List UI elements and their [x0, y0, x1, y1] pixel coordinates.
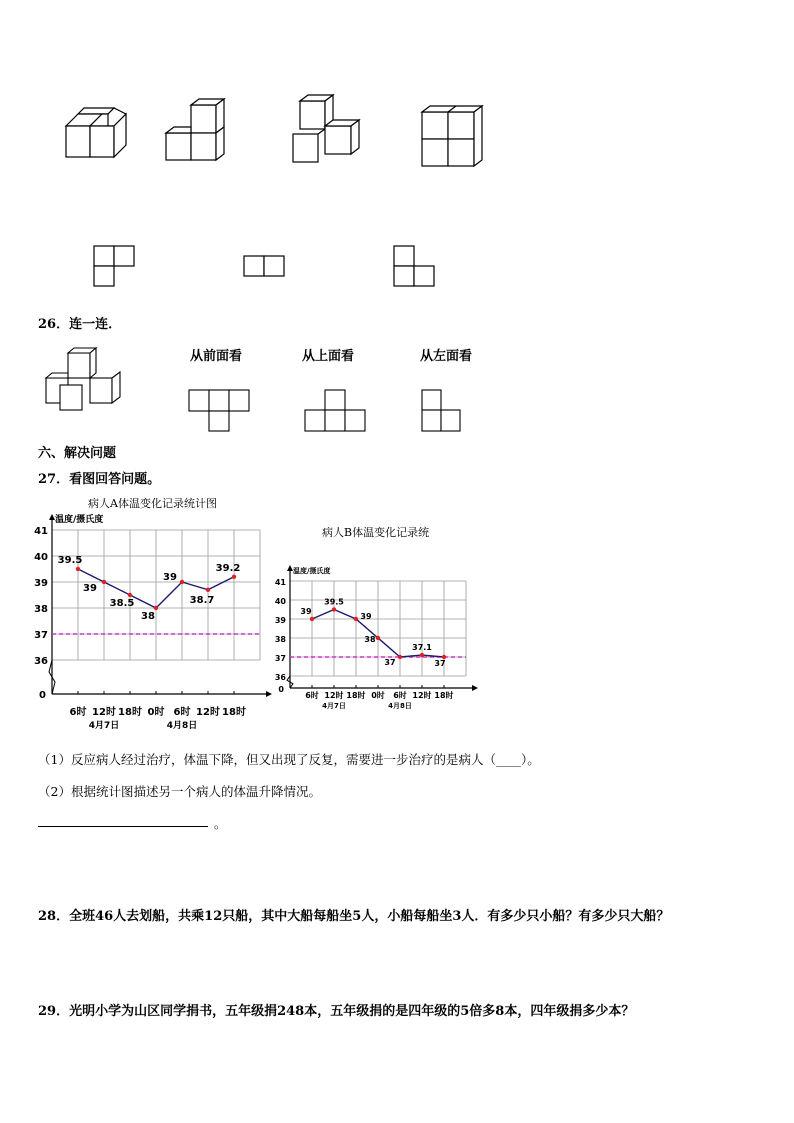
data-point: [354, 617, 358, 621]
x-tick-label: 18时: [222, 707, 246, 718]
date-label: 4月8日: [166, 721, 198, 731]
y-tick-label: 36: [274, 673, 286, 682]
data-point: [102, 580, 106, 584]
question-26-label: 26．连一连．: [38, 317, 122, 332]
question-29-label: 29．光明小学为山区同学捐书，五年级捐248本，五年级捐的是四年级的5倍多8本，四年级捐多少本？: [38, 1004, 635, 1019]
chart-a-title: 病人A体温变化记录统计图: [88, 497, 217, 510]
view-shape-3: [394, 246, 434, 286]
x-tick-label: 18时: [118, 707, 142, 718]
top-view-shape: [305, 390, 365, 431]
y-tick-label: 38: [274, 635, 286, 644]
view-shape-2: [244, 256, 284, 276]
data-label: 39.5: [324, 597, 344, 607]
y-axis-label: 温度/摄氏度: [293, 567, 331, 575]
data-point: [420, 653, 424, 657]
y-tick-label: 40: [274, 597, 286, 606]
x-tick-label: 12时: [196, 707, 220, 718]
data-label: 39.2: [215, 562, 241, 574]
view-label-left: 从左面看: [420, 349, 473, 364]
data-point: [332, 607, 336, 611]
chart-b-temperature: [270, 558, 495, 713]
x-tick-label: 0时: [147, 707, 165, 718]
chart-a-temperature: [30, 515, 270, 743]
question-27-sub-1: （1）反应病人经过治疗，体温下降，但又出现了反复，需要进一步治疗的是病人（____）。: [38, 752, 540, 767]
x-tick-label: 6时: [305, 691, 319, 700]
x-axis-arrow: [472, 685, 478, 691]
y-tick-label: 37: [34, 630, 48, 641]
data-point: [76, 567, 80, 571]
data-point: [206, 588, 210, 592]
left-view-shape: [422, 390, 460, 431]
data-point: [154, 606, 158, 610]
data-label: 37: [434, 659, 446, 668]
view-shape-1: [94, 246, 134, 286]
y-tick-label: 39: [274, 616, 286, 625]
y-axis-label: 温度/摄氏度: [55, 515, 104, 525]
x-tick-label: 18时: [346, 691, 366, 700]
data-label: 39: [360, 612, 372, 621]
q26-solid-figure: [40, 345, 130, 415]
y-tick-label: 41: [34, 526, 48, 537]
front-view-shape: [189, 390, 249, 431]
x-tick-label: 6时: [173, 707, 191, 718]
date-label: 4月7日: [322, 702, 346, 710]
chart-b-title: 病人B体温变化记录统: [322, 526, 430, 539]
data-point: [128, 593, 132, 597]
data-point: [398, 655, 402, 659]
date-label: 4月8日: [388, 702, 412, 710]
y-tick-label: 40: [34, 552, 48, 563]
question-27-label: 27．看图回答问题。: [38, 472, 161, 487]
cube-figure-3: [293, 95, 359, 162]
data-label: 39: [163, 572, 177, 583]
x-tick-label: 0时: [371, 691, 385, 700]
view-label-top: 从上面看: [302, 349, 355, 364]
data-point: [232, 575, 236, 579]
origin-label: 0: [39, 690, 46, 701]
data-label: 37: [384, 658, 396, 667]
data-point: [376, 636, 380, 640]
section-6-heading: 六、解决问题: [38, 446, 117, 461]
date-label: 4月7日: [88, 721, 120, 731]
data-label: 39.5: [57, 555, 83, 566]
cube-figure-2: [166, 99, 224, 160]
x-tick-label: 6时: [69, 707, 87, 718]
x-tick-label: 12时: [92, 707, 116, 718]
cube-figure-1: [66, 108, 126, 157]
view-label-front: 从前面看: [190, 349, 243, 364]
data-point: [180, 580, 184, 584]
data-label: 39: [83, 583, 97, 594]
y-tick-label: 36: [34, 656, 48, 667]
q26-view-shapes: [180, 385, 480, 435]
data-label: 38: [141, 611, 155, 622]
y-tick-label: 39: [34, 578, 48, 589]
answer-blank-line[interactable]: [38, 826, 208, 827]
question-28-label: 28．全班46人去划船，共乘12只船，其中大船每船坐5人，小船每船坐3人．有多少只小船？有多少只大船？: [38, 909, 670, 924]
answer-period: 。: [214, 816, 227, 831]
data-label: 39: [300, 607, 312, 616]
data-point: [310, 617, 314, 621]
y-tick-label: 38: [34, 604, 48, 615]
x-tick-label: 18时: [434, 691, 454, 700]
x-tick-label: 6时: [393, 691, 407, 700]
data-label: 38.7: [189, 594, 215, 606]
x-tick-label: 12时: [412, 691, 432, 700]
cube-figure-4: [422, 106, 482, 166]
data-label: 38.5: [109, 598, 135, 609]
data-label: 37.1: [412, 643, 432, 653]
y-tick-label: 41: [274, 578, 286, 587]
y-tick-label: 37: [274, 654, 286, 663]
x-tick-label: 12时: [324, 691, 344, 700]
question-27-sub-2: （2）根据统计图描述另一个病人的体温升降情况。: [38, 784, 321, 799]
cube-figures-top: [0, 0, 794, 300]
origin-label: 0: [278, 685, 284, 694]
data-label: 38: [364, 635, 376, 644]
